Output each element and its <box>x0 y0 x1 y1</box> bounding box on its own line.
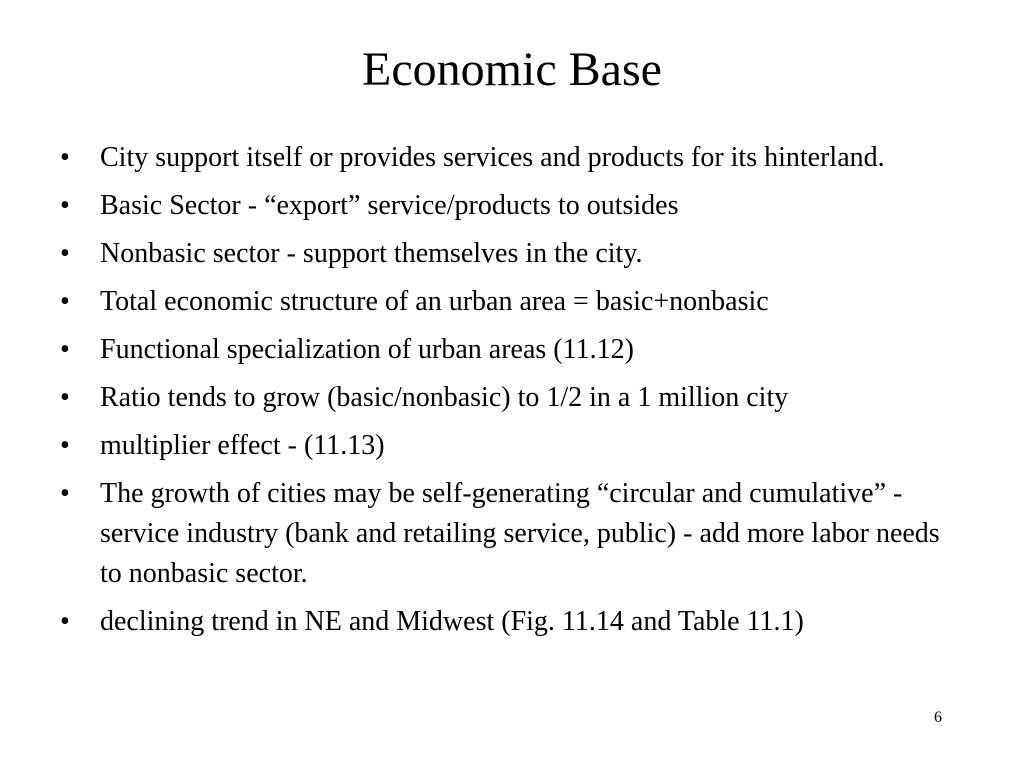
bullet-text: multiplier effect - (11.13) <box>100 430 385 461</box>
slide-title: Economic Base <box>362 43 662 96</box>
bullet-item <box>60 282 960 322</box>
bullet-text: Total economic structure of an urban area = basic+nonbasic <box>100 286 769 317</box>
bullet-marker: • <box>60 142 70 173</box>
bullet-marker: • <box>60 190 70 221</box>
bullet-text: City support itself or provides services and products for its hinterland. <box>100 142 885 173</box>
bullet-text: declining trend in NE and Midwest (Fig. 11.14 and Table 11.1) <box>100 606 804 637</box>
bullet-text: Functional specialization of urban areas (11.12) <box>100 334 634 365</box>
bullet-marker: • <box>60 430 70 461</box>
bullet-text: The growth of cities may be self-generating “circular and cumulative” -service industry (bank and retailing service, public) - add more labor needs to nonbasic sector. <box>100 478 940 589</box>
page-number: 6 <box>934 709 942 726</box>
bullet-list <box>60 138 960 650</box>
bullet-marker: • <box>60 382 70 413</box>
bullet-item <box>60 378 960 418</box>
bullet-item <box>60 330 960 370</box>
bullet-item <box>60 474 960 594</box>
bullet-item <box>60 138 960 178</box>
bullet-item <box>60 234 960 274</box>
bullet-marker: • <box>60 478 70 509</box>
bullet-item <box>60 186 960 226</box>
bullet-text: Nonbasic sector - support themselves in the city. <box>100 238 643 269</box>
bullet-text: Basic Sector - “export” service/products to outsides <box>100 190 679 221</box>
bullet-marker: • <box>60 286 70 317</box>
bullet-marker: • <box>60 334 70 365</box>
bullet-text: Ratio tends to grow (basic/nonbasic) to 1/2 in a 1 million city <box>100 382 789 413</box>
bullet-marker: • <box>60 238 70 269</box>
bullet-marker: • <box>60 606 70 637</box>
bullet-item <box>60 602 960 642</box>
bullet-item <box>60 426 960 466</box>
